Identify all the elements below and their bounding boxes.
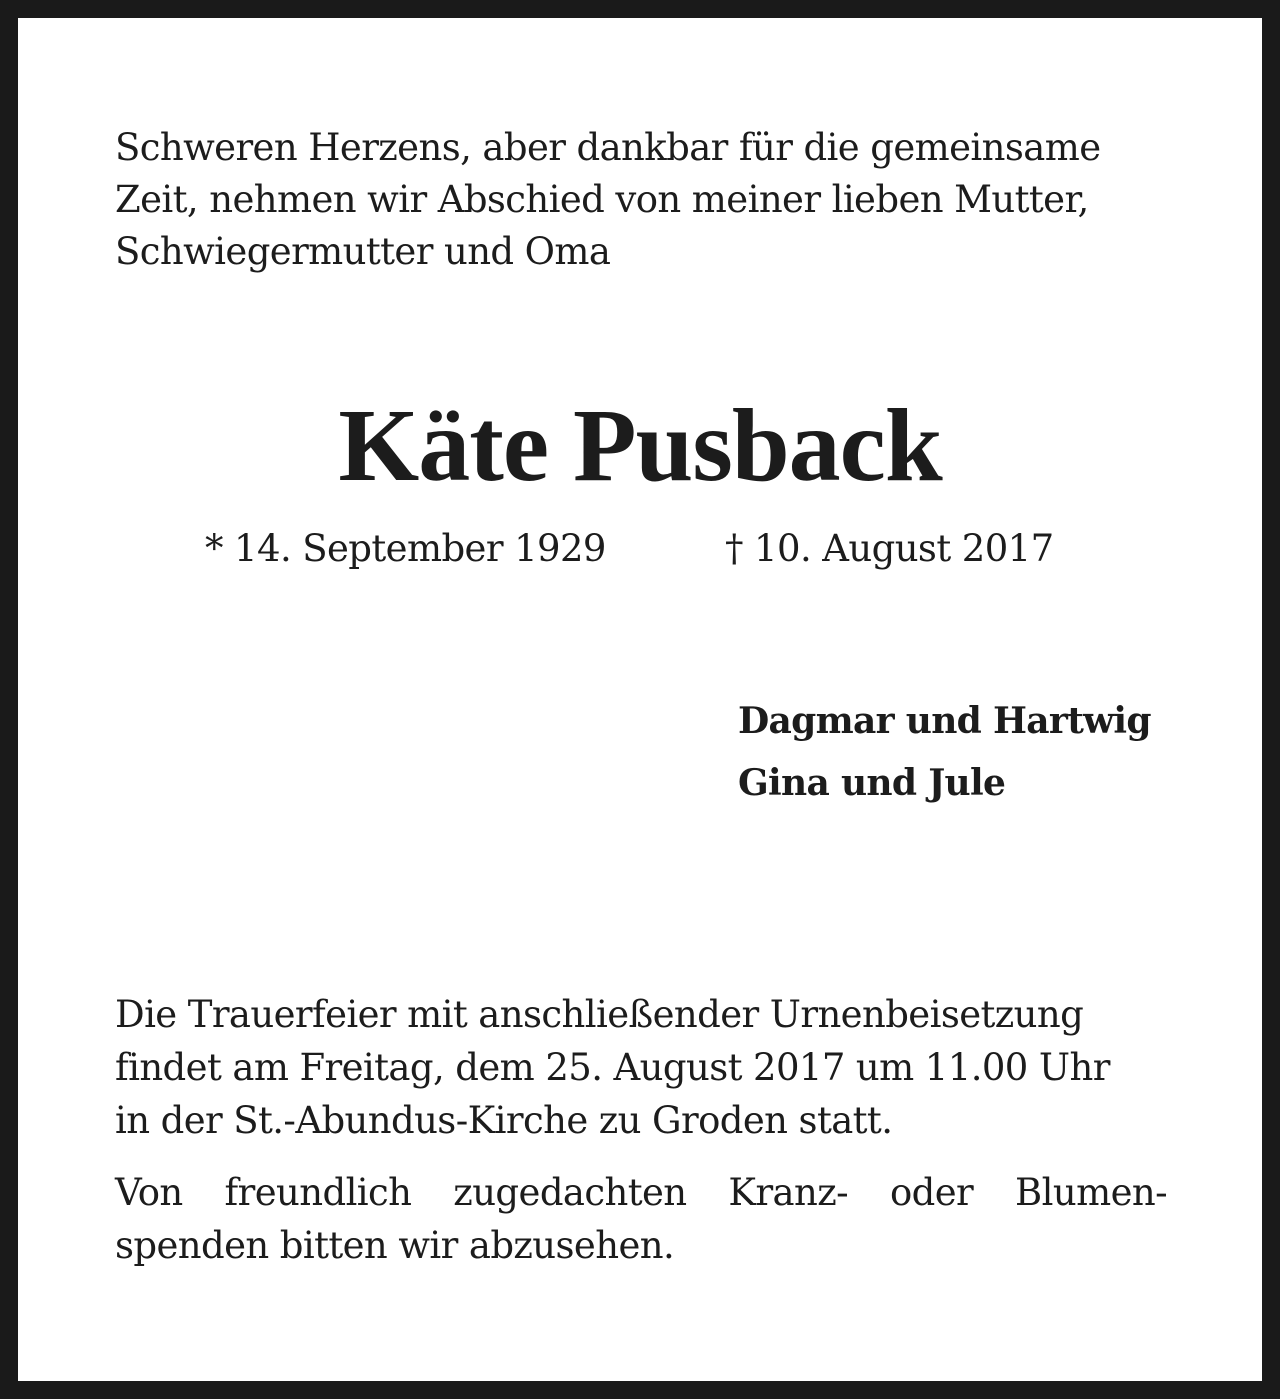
intro-line: Zeit, nehmen wir Abschied von meiner lieben Mutter, bbox=[115, 178, 1089, 221]
intro-line: Schwiegermutter und Oma bbox=[115, 230, 611, 273]
funeral-service-info bbox=[115, 988, 1167, 1147]
family-signature bbox=[738, 690, 1151, 814]
request-line: Von freundlich zugedachten Kranz- oder Blumen- bbox=[115, 1171, 1167, 1214]
death-date: † 10. August 2017 bbox=[725, 527, 1054, 570]
service-line: findet am Freitag, dem 25. August 2017 um 11.00 Uhr bbox=[115, 1046, 1110, 1089]
request-line: spenden bitten wir abzusehen. bbox=[115, 1224, 675, 1267]
service-line: Die Trauerfeier mit anschließender Urnenbeisetzung bbox=[115, 993, 1084, 1036]
family-line: Gina und Jule bbox=[738, 762, 1006, 804]
intro-text bbox=[115, 122, 1167, 278]
service-line: in der St.-Abundus-Kirche zu Groden statt. bbox=[115, 1099, 893, 1142]
family-line: Dagmar und Hartwig bbox=[738, 700, 1151, 742]
obituary-notice bbox=[18, 18, 1262, 1381]
deceased-name: Käte Pusback bbox=[338, 388, 942, 503]
birth-date: * 14. September 1929 bbox=[205, 527, 606, 570]
intro-line: Schweren Herzens, aber dankbar für die gemeinsame bbox=[115, 126, 1101, 169]
flower-request bbox=[115, 1166, 1167, 1272]
